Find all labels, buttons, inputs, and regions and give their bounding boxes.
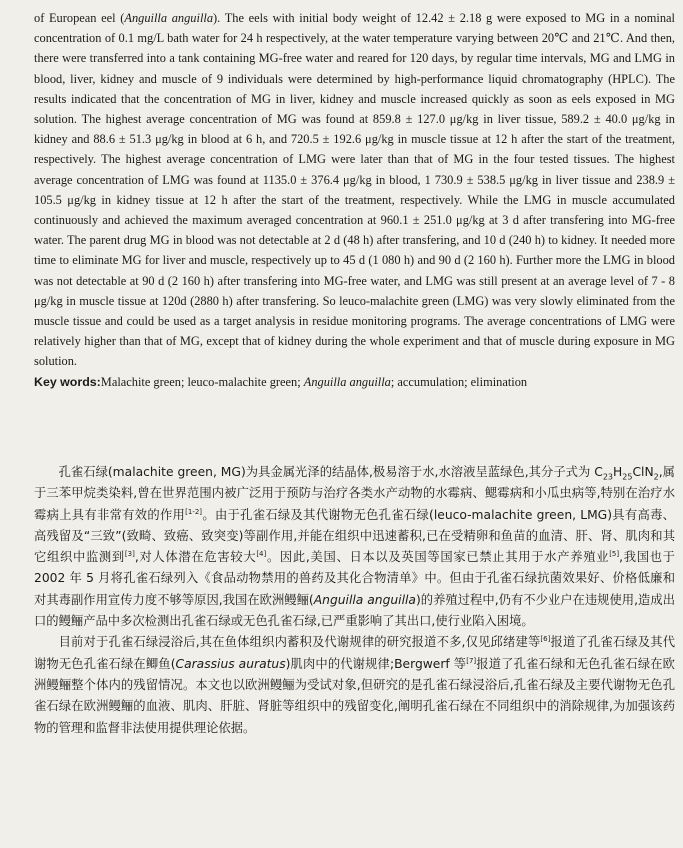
species-name: Anguilla anguilla xyxy=(124,11,214,25)
text-run: 报道了孔雀石绿和无色孔雀石绿在欧洲鳗鲡整个体内的残留情况。本文也以欧洲鳗鲡为受试对象,但研究的是孔雀石绿浸浴后,孔雀石绿及主要代谢物无色孔雀石绿在欧洲鳗鲡的血液、肌肉、肝脏、肾脏等组织中的残留变化,阐明孔雀石绿在不同组织中的消除规律,为加强该药物的管理和监督非法使用提供理论依据。 xyxy=(34,656,675,735)
text-run: H xyxy=(613,465,623,479)
text-run: ). The eels with initial body weight of 12.42 ± 2.18 g were exposed to MG in a nominal concentration of 0.1 mg/L bath water for 24 h respectively, at the water temperature varying between 20℃ and 21℃. And then, there were transferred into a tank containing MG-free water and reared for 120 days, by regular time intervals, MG and LMG in blood, liver, kidney and muscle of 9 individuals were determined by high-performance liquid chromatography (HPLC). The results indicated that the concentration of MG in liver, kidney and muscle increased quickly as soon as eels exposed in MG solution. The highest average concentration of MG was found at 859.8 ± 127.0 μg/kg in liver tissue, 589.2 ± 40.0 μg/kg in kidney and 88.6 ± 51.3 μg/kg in blood at 6 h, and 720.5 ± 192.6 μg/kg in muscle tissue at 12 h after the start of the treatment, respectively. The highest average concentration of LMG were later than that of MG in the four tested tissues. The highest average concentration of LMG was found at 1135.0 ± 376.4 μg/kg in blood, 1 730.9 ± 538.5 μg/kg in liver tissue and 238.9 ± 105.5 μg/kg in kidney tissue at 12 h after the start of the treatment, respectively. While the LMG in muscle accumulated continuously and achieved the maximum averaged concentration at 960.1 ± 251.0 μg/kg at 3 d after transfering into MG-free water. The parent drug MG in blood was not detectable at 2 d (48 h) after transfering, and 10 d (240 h) to kidney. It needed more time to eliminate MG for liver and muscle, respectively up to 45 d (1 080 h) and 90 d (2 160 h). Further more the LMG in blood was not detectable at 90 d (2 160 h) after transfering into MG-free water, and LMG was still present at an average level of 7 - 8 μg/kg in muscle tissue at 120d (2880 h) after transfering. So leuco-malachite green (LMG) was very slowly eliminated from the muscle tissue and could be used as a target analysis in residue monitoring programs. The average concentrations of LMG were relatively higher than that of MG, except that of kidney during the whole experiment and that of muscle during exposure in MG solution. xyxy=(34,11,675,369)
citation-ref: [7] xyxy=(466,656,477,665)
intro-paragraph-2 xyxy=(34,632,675,738)
species-name: Anguilla anguilla xyxy=(313,592,416,607)
text-run: ,属于三苯甲烷类染料,曾在世界范围内被广泛用于预防与治疗各类水产动物的水霉病、鳃霉病和小瓜虫病等,特别在治疗水霉病上具有非常有效的作用 xyxy=(34,465,675,522)
keywords-label: Key words: xyxy=(34,374,101,389)
text-run: Malachite green; leuco-malachite green; xyxy=(100,374,304,389)
abstract-paragraph xyxy=(34,8,675,372)
species-name: Anguilla anguilla xyxy=(303,374,391,389)
formula-subscript: 25 xyxy=(622,472,633,482)
keywords-line xyxy=(34,372,675,392)
text-run: )肌肉中的代谢规律;Bergwerf 等 xyxy=(285,656,467,671)
text-run: 目前对于孔雀石绿浸浴后,其在鱼体组织内蓄积及代谢规律的研究报道不多,仅见邱绪建等 xyxy=(58,635,541,650)
text-run: ,对人体潜在危害较大 xyxy=(134,550,257,565)
text-run: ,我国也于 2002 年 5 月将孔雀石绿列入《食品动物禁用的兽药及其化合物清单》中。但由于孔雀石绿抗菌效果好、价格低廉和对其毒副作用宣传力度不够等原因,我国在欧洲鳗鲡( xyxy=(34,550,675,607)
text-run: 。因此,美国、日本以及英国等国家已禁止其用于水产养殖业 xyxy=(266,550,610,565)
intro-paragraph-1 xyxy=(34,462,675,632)
text-run: ClN xyxy=(632,465,654,479)
formula-subscript: 23 xyxy=(602,472,614,482)
species-name: Carassius auratus xyxy=(175,656,286,671)
text-run: )的养殖过程中,仍有不少业户在违规使用,造成出口的鳗鲡产品中多次检测出孔雀石绿或无色孔雀石绿,已严重影响了其出口,使行业陷入困境。 xyxy=(34,592,675,629)
text-run: 。由于孔雀石绿及其代谢物无色孔雀石绿(leuco-malachite green, LMG)具有高毒、高残留及“三致”(致畸、致癌、致突变)等副作用,并能在组织中迅速蓄积,已在受精卵和鱼苗的血清、肝、肾、肌肉和其它组织中监测到 xyxy=(34,507,675,565)
citation-ref: [1-2] xyxy=(185,507,203,516)
text-run: ; accumulation; elimination xyxy=(390,374,528,389)
keywords-text xyxy=(101,375,527,389)
citation-ref: [6] xyxy=(540,635,551,644)
english-abstract xyxy=(34,8,675,392)
text-run: 孔雀石绿(malachite green, MG)为具金属光泽的结晶体,极易溶于水,水溶液呈蓝绿色,其分子式为 C xyxy=(58,465,603,479)
text-run: of European eel ( xyxy=(34,11,125,25)
citation-ref: [3] xyxy=(124,550,135,559)
citation-ref: [4] xyxy=(256,550,267,559)
chinese-introduction xyxy=(34,462,675,739)
text-run: 报道了孔雀石绿及其代谢物无色孔雀石绿在鲫鱼( xyxy=(34,635,675,671)
formula-subscript: 2 xyxy=(653,472,659,482)
citation-ref: [5] xyxy=(609,550,620,559)
